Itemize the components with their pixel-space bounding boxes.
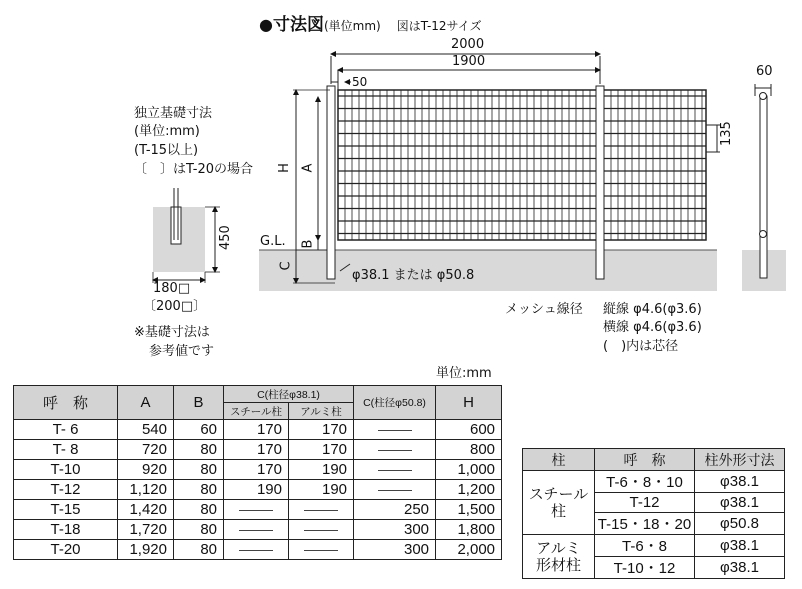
foundation-note-1: ※基礎寸法は	[134, 325, 210, 340]
label-a: A	[300, 163, 316, 173]
empty-dash	[304, 530, 338, 531]
row-name: T-12	[14, 480, 118, 500]
header-post-size: 柱外形寸法	[695, 449, 785, 471]
empty-dash	[378, 470, 412, 471]
header-a: A	[118, 386, 174, 420]
post-row-size: φ38.1	[695, 493, 785, 513]
cell-c508: 300	[354, 540, 436, 560]
cell-c508	[354, 460, 436, 480]
empty-dash	[304, 550, 338, 551]
foundation-scope: (T-15以上)	[134, 143, 199, 158]
post-row-name: T-6・8・10	[595, 471, 695, 493]
foundation-unit: (単位:mm)	[134, 124, 200, 139]
dim-60: 60	[756, 64, 773, 79]
post-row-size: φ50.8	[695, 513, 785, 535]
post-row-name: T-12	[595, 493, 695, 513]
row-name: T- 8	[14, 440, 118, 460]
bullet-icon: ●	[259, 15, 273, 34]
cell-a: 540	[118, 420, 174, 440]
cell-c508: 250	[354, 500, 436, 520]
dim-1900: 1900	[452, 54, 486, 69]
foundation-bracket-note: 〔 〕はT-20の場合	[134, 162, 253, 177]
empty-dash	[378, 490, 412, 491]
table-row	[14, 540, 502, 560]
cell-alum: 190	[289, 460, 354, 480]
row-name: T-15	[14, 500, 118, 520]
cell-alum	[289, 540, 354, 560]
header-c381: C(柱径φ38.1)	[224, 386, 354, 403]
label-c: C	[278, 261, 294, 271]
ground-level-label: G.L.	[260, 234, 286, 249]
post-row-name: T-6・8	[595, 535, 695, 557]
cell-a: 1,120	[118, 480, 174, 500]
cell-h: 800	[436, 440, 502, 460]
cell-steel	[224, 500, 289, 520]
mesh-frame	[338, 90, 706, 240]
size-table	[13, 385, 502, 560]
cell-h: 2,000	[436, 540, 502, 560]
cell-c508	[354, 480, 436, 500]
post-type-steel-line1: スチール	[528, 485, 589, 503]
cell-steel: 170	[224, 440, 289, 460]
post-row-size: φ38.1	[695, 535, 785, 557]
empty-dash	[239, 550, 273, 551]
side-post	[760, 96, 767, 278]
fence-post-left	[327, 86, 335, 279]
header-b: B	[174, 386, 224, 420]
post-diameter-label: φ38.1 または φ50.8	[352, 268, 475, 283]
cell-h: 1,200	[436, 480, 502, 500]
post-type-steel	[523, 471, 595, 535]
table-row	[14, 520, 502, 540]
empty-dash	[239, 510, 273, 511]
unit-label: 単位:mm	[436, 366, 492, 381]
post-size-table	[522, 448, 785, 579]
table-row	[14, 500, 502, 520]
cell-a: 1,720	[118, 520, 174, 540]
cell-b: 80	[174, 540, 224, 560]
post-row-size: φ38.1	[695, 557, 785, 579]
table-row	[14, 440, 502, 460]
cell-b: 80	[174, 480, 224, 500]
header-h: H	[436, 386, 502, 420]
cell-steel	[224, 540, 289, 560]
dim-2000: 2000	[451, 37, 485, 52]
post-type-alum	[523, 535, 595, 579]
cell-b: 80	[174, 520, 224, 540]
post-row-name: T-10・12	[595, 557, 695, 579]
cell-b: 60	[174, 420, 224, 440]
foundation-width-t20: 〔200□〕	[143, 299, 207, 314]
table-row	[523, 535, 785, 557]
cell-c508	[354, 420, 436, 440]
cell-steel: 170	[224, 420, 289, 440]
header-c508: C(柱径φ50.8)	[354, 386, 436, 420]
cell-alum	[289, 500, 354, 520]
cell-a: 920	[118, 460, 174, 480]
cell-h: 600	[436, 420, 502, 440]
foundation-depth: 450	[218, 225, 233, 250]
cell-alum: 170	[289, 440, 354, 460]
post-type-alum-line1: アルミ	[536, 539, 581, 557]
cell-a: 1,920	[118, 540, 174, 560]
row-name: T-18	[14, 520, 118, 540]
header-alum: アルミ柱	[289, 403, 354, 420]
cell-steel: 190	[224, 480, 289, 500]
dim-135: 135	[719, 121, 734, 146]
row-name: T-10	[14, 460, 118, 480]
header-name: 呼 称	[14, 386, 118, 420]
cell-h: 1,800	[436, 520, 502, 540]
post-type-steel-line2: 柱	[550, 502, 566, 520]
table-row	[14, 420, 502, 440]
cell-alum	[289, 520, 354, 540]
foundation-title: 独立基礎寸法	[134, 106, 213, 121]
title-unit: (単位mm)	[323, 19, 381, 33]
post-row-name: T-15・18・20	[595, 513, 695, 535]
label-h: H	[276, 163, 292, 173]
cell-a: 720	[118, 440, 174, 460]
header-steel: スチール柱	[224, 403, 289, 420]
table-row	[14, 480, 502, 500]
cell-c508: 300	[354, 520, 436, 540]
dim-50: 50	[352, 75, 368, 89]
title-note: 図はT-12サイズ	[396, 19, 482, 33]
cell-h: 1,000	[436, 460, 502, 480]
cell-alum: 170	[289, 420, 354, 440]
mesh-horizontal: 横線 φ4.6(φ3.6)	[603, 320, 702, 335]
empty-dash	[378, 430, 412, 431]
mesh-vertical: 縦線 φ4.6(φ3.6)	[603, 302, 702, 317]
foundation-width: 180□	[153, 281, 191, 296]
fence-post-center	[596, 86, 604, 279]
cell-steel: 170	[224, 460, 289, 480]
cell-alum: 190	[289, 480, 354, 500]
cell-b: 80	[174, 440, 224, 460]
foundation-note-2: 参考値です	[149, 344, 215, 359]
empty-dash	[378, 450, 412, 451]
cell-a: 1,420	[118, 500, 174, 520]
title-main: 寸法図	[272, 15, 324, 35]
table-row	[523, 471, 785, 493]
post-row-size: φ38.1	[695, 471, 785, 493]
cell-b: 80	[174, 500, 224, 520]
table-row	[14, 460, 502, 480]
cell-b: 80	[174, 460, 224, 480]
label-b: B	[300, 239, 316, 249]
cell-h: 1,500	[436, 500, 502, 520]
empty-dash	[304, 510, 338, 511]
cell-steel	[224, 520, 289, 540]
row-name: T- 6	[14, 420, 118, 440]
header-post-name: 呼 称	[595, 449, 695, 471]
row-name: T-20	[14, 540, 118, 560]
mesh-core-note: ( )内は芯径	[603, 339, 679, 354]
post-type-alum-line2: 形材柱	[535, 556, 581, 574]
header-post: 柱	[523, 449, 595, 471]
fence-mesh-panel	[338, 90, 706, 240]
mesh-title: メッシュ線径	[505, 302, 583, 317]
cell-c508	[354, 440, 436, 460]
empty-dash	[239, 530, 273, 531]
